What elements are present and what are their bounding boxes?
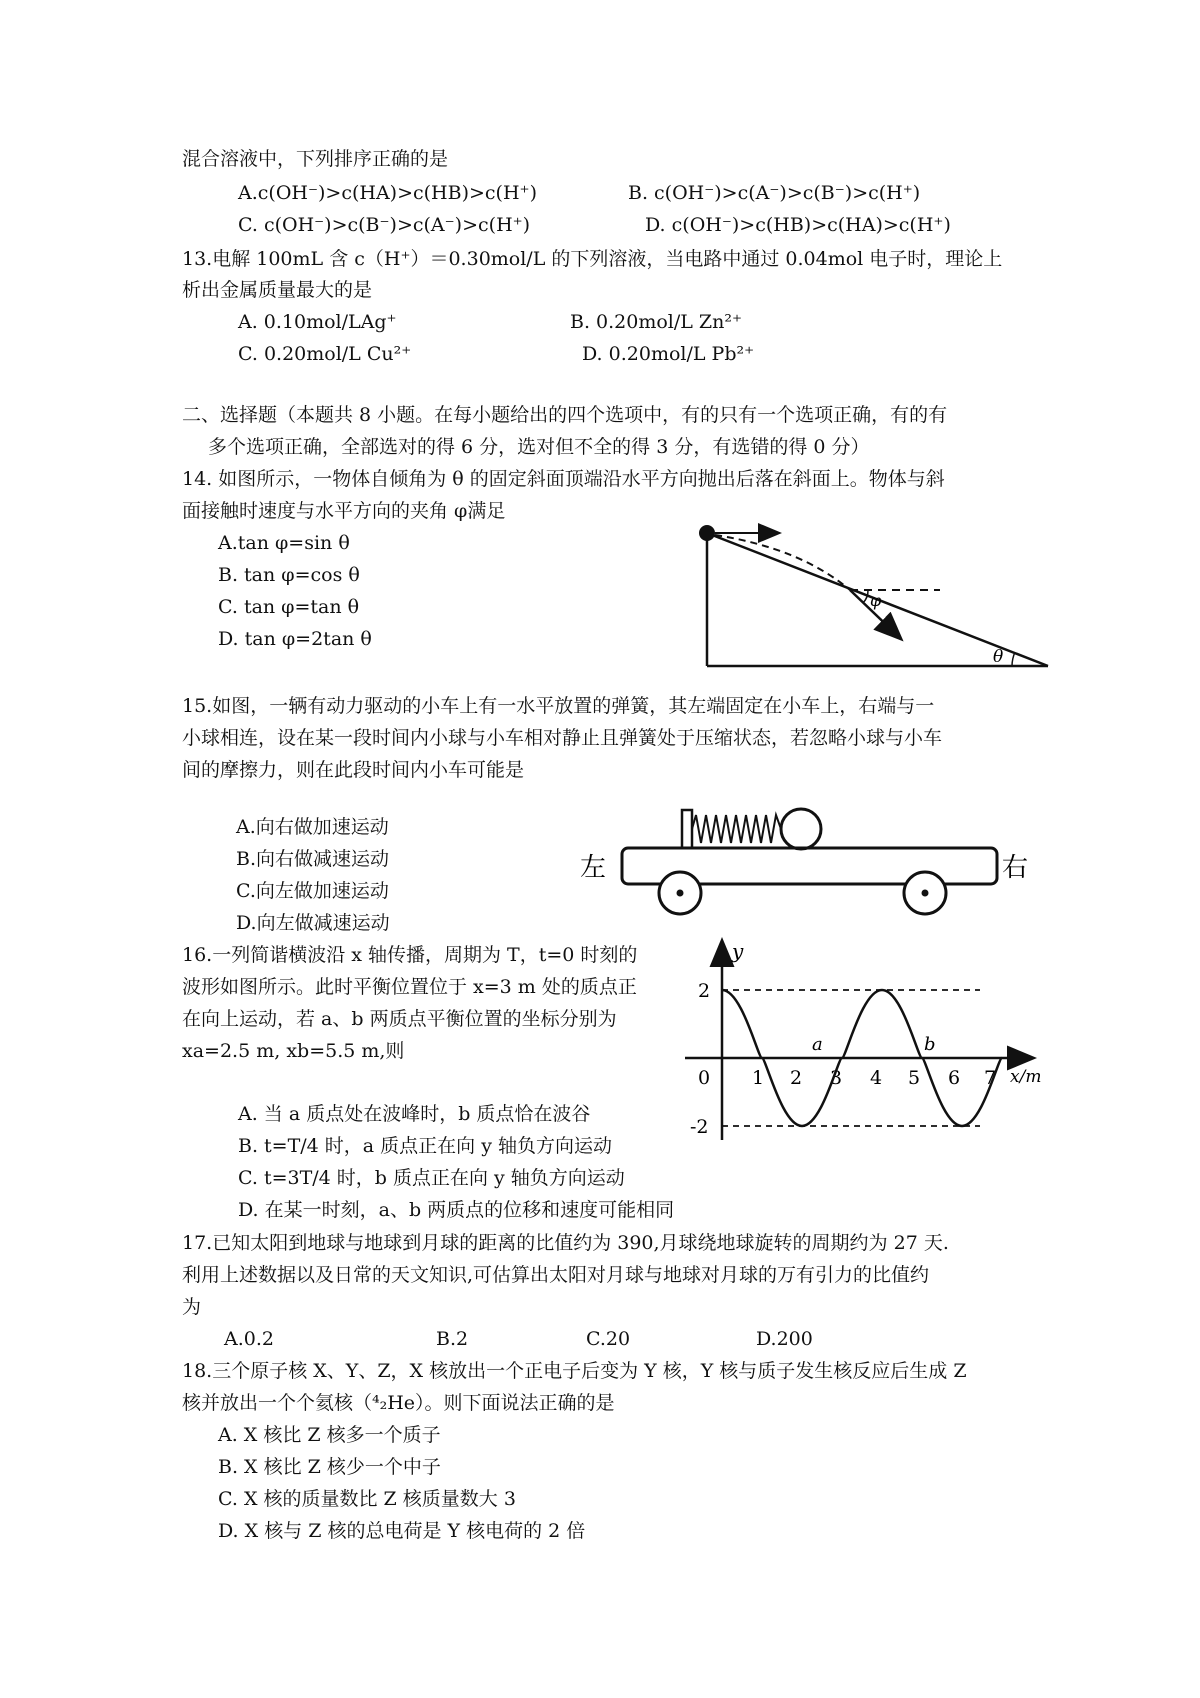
q17-stem-line1: 17.已知太阳到地球与地球到月球的距离的比值约为 390,月球绕地球旋转的周期约为 27 天. — [182, 1232, 949, 1254]
q15-option-a: A.向右做加速运动 — [236, 816, 389, 838]
q13-option-b: B. 0.20mol/L Zn²⁺ — [570, 311, 743, 333]
spring-anchor — [682, 810, 692, 848]
q16-option-d: D. 在某一时刻，a、b 两质点的位移和速度可能相同 — [238, 1199, 675, 1221]
phi-label: φ — [870, 591, 882, 610]
x-tick-3: 3 — [830, 1067, 843, 1089]
q13-option-a: A. 0.10mol/LAg⁺ — [238, 311, 397, 333]
q12-option-d: D. c(OH⁻)>c(HB)>c(HA)>c(H⁺) — [645, 214, 951, 236]
q14-option-d: D. tan φ=2tan θ — [218, 628, 372, 650]
q12-option-c: C. c(OH⁻)>c(B⁻)>c(A⁻)>c(H⁺) — [238, 214, 531, 236]
x-tick-7: 7 — [984, 1067, 997, 1089]
x-axis-label: x/m — [1010, 1067, 1042, 1087]
q17-stem-line3: 为 — [182, 1296, 202, 1318]
q14-option-c: C. tan φ=tan θ — [218, 596, 360, 618]
q16-option-b: B. t=T/4 时，a 质点正在向 y 轴负方向运动 — [238, 1135, 612, 1157]
left-label: 左 — [580, 853, 607, 883]
q14-option-b: B. tan φ=cos θ — [218, 564, 360, 586]
q18-option-d: D. X 核与 Z 核的总电荷是 Y 核电荷的 2 倍 — [218, 1520, 586, 1542]
q16-stem-line3: 在向上运动，若 a、b 两质点平衡位置的坐标分别为 — [182, 1008, 617, 1030]
q16-option-a: A. 当 a 质点处在波峰时，b 质点恰在波谷 — [238, 1103, 591, 1125]
left-wheel-axle — [677, 890, 684, 897]
x-tick-1: 1 — [752, 1067, 765, 1089]
q16-stem-line4: xa=2.5 m, xb=5.5 m,则 — [182, 1040, 405, 1062]
q15-cart-figure — [570, 800, 1040, 920]
q17-option-d: D.200 — [756, 1328, 813, 1350]
y-tick-2: 2 — [698, 980, 711, 1002]
q13-option-c: C. 0.20mol/L Cu²⁺ — [238, 343, 412, 365]
q15-stem-line1: 15.如图，一辆有动力驱动的小车上有一水平放置的弹簧，其左端固定在小车上，右端与一 — [182, 695, 935, 717]
q17-stem-line2: 利用上述数据以及日常的天文知识,可估算出太阳对月球与地球对月球的万有引力的比值约 — [182, 1264, 930, 1286]
q16-wave-figure — [680, 930, 1060, 1150]
theta-angle-arc — [1012, 652, 1015, 666]
q13-stem-line1: 13.电解 100mL 含 c（H⁺）＝0.30mol/L 的下列溶液，当电路中通过 0.04mol 电子时，理论上 — [182, 248, 1003, 270]
q14-option-a: A.tan φ=sin θ — [218, 532, 350, 554]
x-tick-2: 2 — [790, 1067, 803, 1089]
compressed-spring — [692, 815, 781, 843]
q14-stem-line2: 面接触时速度与水平方向的夹角 φ满足 — [182, 500, 506, 522]
q12-option-b: B. c(OH⁻)>c(A⁻)>c(B⁻)>c(H⁺) — [628, 182, 921, 204]
q18-stem-line1: 18.三个原子核 X、Y、Z，X 核放出一个正电子后变为 Y 核，Y 核与质子发生核反应后生成 Z — [182, 1360, 967, 1382]
q18-option-b: B. X 核比 Z 核少一个中子 — [218, 1456, 441, 1478]
x-tick-4: 4 — [870, 1067, 883, 1089]
q15-option-c: C.向左做加速运动 — [236, 880, 389, 902]
q17-option-b: B.2 — [436, 1328, 469, 1350]
q16-option-c: C. t=3T/4 时，b 质点正在向 y 轴负方向运动 — [238, 1167, 625, 1189]
q15-stem-line3: 间的摩擦力，则在此段时间内小车可能是 — [182, 759, 525, 781]
x-tick-5: 5 — [908, 1067, 921, 1089]
x-tick-6: 6 — [948, 1067, 961, 1089]
q18-stem-line2: 核并放出一个个氦核（⁴₂He）。则下面说法正确的是 — [182, 1392, 615, 1414]
y-axis-label: y — [732, 939, 744, 963]
theta-label: θ — [993, 647, 1004, 667]
section2-heading-line1: 二、选择题（本题共 8 小题。在每小题给出的四个选项中，有的只有一个选项正确，有的有 — [182, 404, 948, 426]
x-tick-labels — [698, 1067, 996, 1089]
y-tick-neg2: -2 — [690, 1116, 709, 1138]
point-b-label: b — [924, 1034, 936, 1055]
right-label: 右 — [1002, 853, 1029, 883]
phi-angle-arc — [863, 590, 868, 603]
q15-stem-line2: 小球相连，设在某一段时间内小球与小车相对静止且弹簧处于压缩状态，若忽略小球与小车 — [182, 727, 943, 749]
spring-ball — [781, 809, 821, 849]
q16-stem-line2: 波形如图所示。此时平衡位置位于 x=3 m 处的质点正 — [182, 976, 637, 998]
q16-stem-line1: 16.一列简谐横波沿 x 轴传播，周期为 T，t=0 时刻的 — [182, 944, 638, 966]
q14-incline-figure — [690, 518, 1060, 678]
q18-option-a: A. X 核比 Z 核多一个质子 — [218, 1424, 441, 1446]
x-tick-0: 0 — [698, 1067, 711, 1089]
q13-option-d: D. 0.20mol/L Pb²⁺ — [582, 343, 755, 365]
projectile-ball — [699, 525, 715, 541]
q17-option-c: C.20 — [586, 1328, 631, 1350]
q13-stem-line2: 析出金属质量最大的是 — [182, 279, 373, 301]
q12-stem-tail: 混合溶液中，下列排序正确的是 — [182, 148, 449, 170]
q14-stem-line1: 14. 如图所示，一物体自倾角为 θ 的固定斜面顶端沿水平方向抛出后落在斜面上。物体与斜 — [182, 468, 945, 490]
q18-option-c: C. X 核的质量数比 Z 核质量数大 3 — [218, 1488, 516, 1510]
q12-option-a: A.c(OH⁻)>c(HA)>c(HB)>c(H⁺) — [238, 182, 537, 204]
q15-option-b: B.向右做减速运动 — [236, 848, 390, 870]
section2-heading-line2: 多个选项正确，全部选对的得 6 分，选对但不全的得 3 分，有选错的得 0 分） — [208, 436, 870, 458]
point-a-label: a — [812, 1034, 823, 1055]
q17-option-a: A.0.2 — [224, 1328, 274, 1350]
right-wheel-axle — [922, 890, 929, 897]
q15-option-d: D.向左做减速运动 — [236, 912, 390, 934]
